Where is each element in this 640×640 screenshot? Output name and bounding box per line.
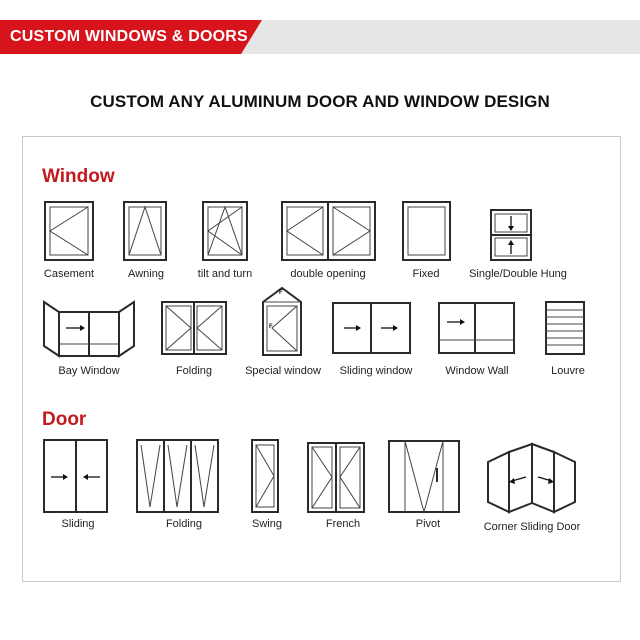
caption-corner-sliding-door: Corner Sliding Door [483, 521, 581, 533]
caption-sliding-window: Sliding window [339, 365, 413, 377]
caption-hung: Single/Double Hung [469, 268, 567, 280]
caption-french-door: French [325, 518, 361, 530]
caption-awning: Awning [128, 268, 164, 280]
caption-special-window: Special window [245, 365, 321, 377]
caption-casement: Casement [43, 268, 95, 280]
caption-pivot-door: Pivot [415, 518, 441, 530]
special-window-mark-top: F [279, 290, 283, 296]
caption-folding-window: Folding [175, 365, 213, 377]
swing-door-icon [252, 440, 278, 512]
caption-window-wall: Window Wall [445, 365, 509, 377]
sliding-door-icon [44, 440, 107, 512]
window-section-title: Window [42, 166, 115, 187]
caption-fixed: Fixed [412, 268, 440, 280]
caption-double-opening: double opening [290, 268, 366, 280]
caption-bay-window: Bay Window [58, 365, 120, 377]
pivot-door-icon [389, 441, 459, 512]
caption-louvre: Louvre [551, 365, 585, 377]
folding-door-icon [137, 440, 218, 512]
special-window-mark-side: F [269, 324, 273, 330]
caption-sliding-door: Sliding [61, 518, 95, 530]
page-headline: CUSTOM ANY ALUMINUM DOOR AND WINDOW DESIGN [90, 92, 550, 111]
door-section-title: Door [42, 409, 87, 430]
banner-title: CUSTOM WINDOWS & DOORS [10, 28, 248, 45]
corner-sliding-door-icon [488, 444, 575, 512]
french-door-icon [308, 443, 364, 512]
caption-tilt-turn: tilt and turn [197, 268, 253, 280]
caption-swing-door: Swing [252, 518, 282, 530]
caption-folding-door: Folding [165, 518, 203, 530]
